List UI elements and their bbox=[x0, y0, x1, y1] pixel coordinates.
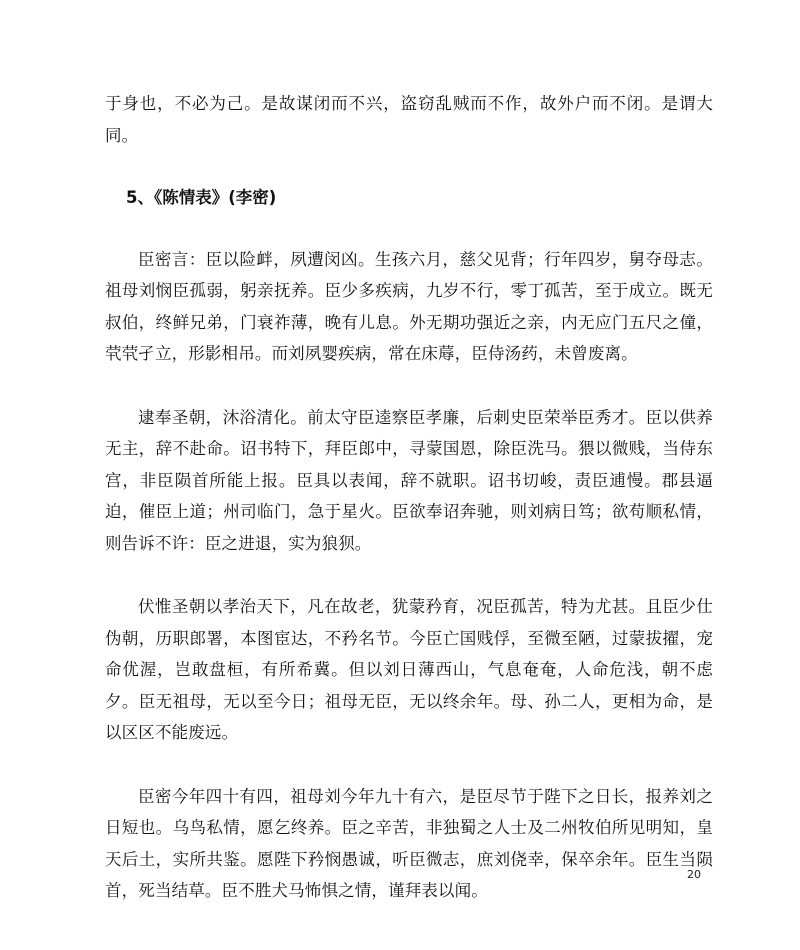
spacer bbox=[105, 214, 713, 244]
section-heading: 5、《陈情表》(李密) bbox=[126, 188, 277, 207]
paragraph-3: 伏惟圣朝以孝治天下，凡在故老，犹蒙矜育，况臣孤苦，特为尤甚。且臣少仕伪朝，历职郎署，本图宦达，不矜名节。今臣亡国贱俘，至微至陋，过蒙拔擢，宠命优渥，岂敢盘桓，有所希冀。但以刘日薄西山，气息奄奄，人命危浅，朝不虑夕。臣无祖母，无以至今日；祖母无臣，无以终余年。母、孙二人，更相为命，是以区区不能废远。 bbox=[105, 597, 713, 742]
spacer bbox=[105, 151, 713, 182]
spacer bbox=[105, 559, 713, 591]
paragraph-2: 逮奉圣朝，沐浴清化。前太守臣逵察臣孝廉，后刺史臣荣举臣秀才。臣以供养无主，辞不赴命。诏书特下，拜臣郎中，寻蒙国恩，除臣洗马。猥以微贱，当侍东宫，非臣陨首所能上报。臣具以表闻，辞不就职。诏书切峻，责臣逋慢。郡县逼迫，催臣上道；州司临门，急于星火。臣欲奉诏奔驰，则刘病日笃；欲苟顺私情，则告诉不许：臣之进退，实为狼狈。 bbox=[105, 407, 713, 553]
page-number: 20 bbox=[687, 868, 701, 881]
page-content bbox=[105, 88, 713, 907]
spacer bbox=[105, 749, 713, 781]
paragraph-1: 臣密言：臣以险衅，夙遭闵凶。生孩六月，慈父见背；行年四岁，舅夺母志。祖母刘悯臣孤弱，躬亲抚养。臣少多疾病，九岁不行，零丁孤苦，至于成立。既无叔伯，终鲜兄弟，门衰祚薄，晚有儿息。外无期功强近之亲，内无应门五尺之僮，茕茕孑立，形影相吊。而刘夙婴疾病，常在床蓐，臣侍汤药，未曾废离。 bbox=[105, 249, 713, 363]
spacer bbox=[105, 370, 713, 402]
paragraph-4: 臣密今年四十有四，祖母刘今年九十有六，是臣尽节于陛下之日长，报养刘之日短也。乌鸟私情，愿乞终养。臣之辛苦，非独蜀之人士及二州牧伯所见明知，皇天后土，实所共鉴。愿陛下矜悯愚诚，听臣微志，庶刘侥幸，保卒余年。臣生当陨首，死当结草。臣不胜犬马怖惧之情，谨拜表以闻。 bbox=[105, 786, 713, 900]
intro-line: 于身也，不必为己。是故谋闭而不兴，盗窃乱贼而不作，故外户而不闭。是谓大同。 bbox=[105, 94, 713, 145]
